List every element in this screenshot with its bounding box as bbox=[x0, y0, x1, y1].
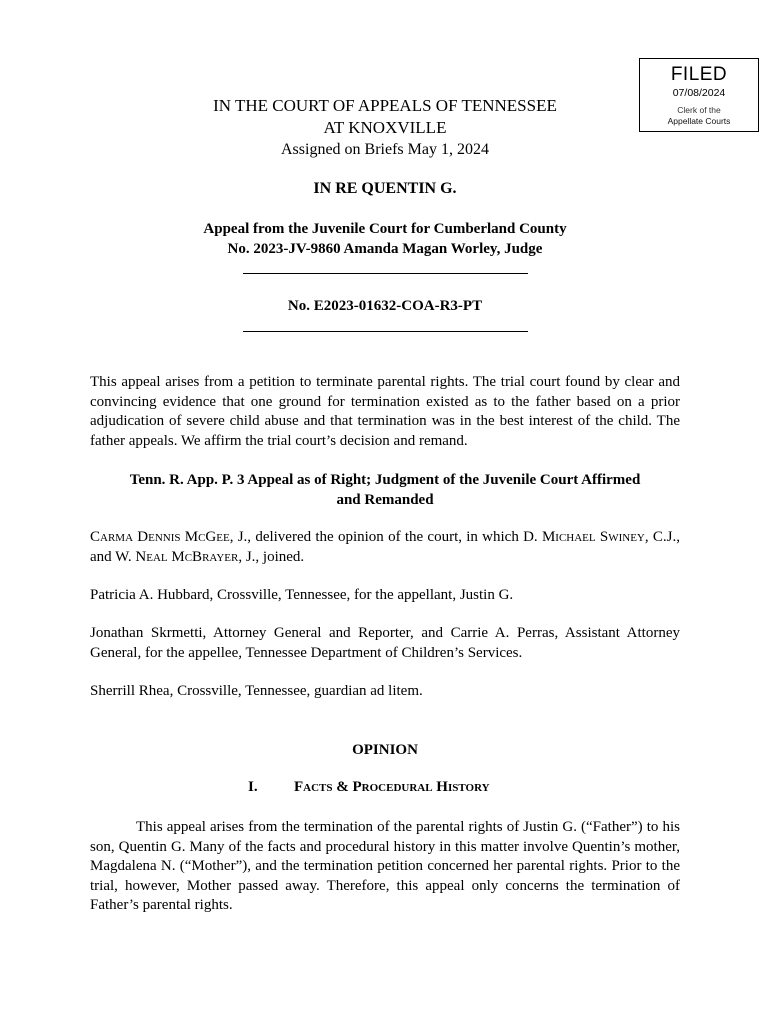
divider-bottom bbox=[243, 331, 528, 332]
stamp-clerk-line: Clerk of the bbox=[677, 105, 721, 115]
stamp-date: 07/08/2024 bbox=[672, 87, 726, 99]
disposition-line1: Tenn. R. App. P. 3 Appeal as of Right; Judgment of the Juvenile Court Affirmed bbox=[129, 472, 641, 488]
judge-name-3: Neal McBrayer bbox=[135, 548, 239, 565]
case-summary: This appeal arises from a petition to terminate parental rights. The trial court found by clear and convincing evidence that one ground for termination existed as to the father based on a prior adjudication of severe child abuse and that termination was in the best interest of the child. The father appeals. We affirm the trial court’s decision and remand. bbox=[90, 374, 680, 449]
authorship-text-3: , J., joined. bbox=[238, 548, 305, 565]
stamp-title: FILED bbox=[670, 64, 728, 85]
divider-top bbox=[243, 273, 528, 274]
authorship-paragraph bbox=[90, 528, 680, 567]
docket-number: No. E2023-01632-COA-R3-PT bbox=[287, 298, 483, 314]
appeal-from-line1: Appeal from the Juvenile Court for Cumberland County bbox=[203, 221, 567, 237]
counsel-guardian: Sherrill Rhea, Crossville, Tennessee, guardian ad litem. bbox=[90, 683, 423, 699]
case-title: IN RE QUENTIN G. bbox=[313, 180, 457, 197]
court-location: AT KNOXVILLE bbox=[323, 118, 447, 137]
court-name: IN THE COURT OF APPEALS OF TENNESSEE bbox=[213, 96, 557, 115]
stamp-courts-line: Appellate Courts bbox=[667, 116, 731, 126]
section-number: I. bbox=[248, 779, 258, 795]
disposition-line2: and Remanded bbox=[336, 492, 434, 508]
section-title: Facts & Procedural History bbox=[294, 779, 490, 795]
author-name: Carma Dennis McGee bbox=[90, 529, 230, 545]
judge-name-2: Michael Swiney bbox=[541, 529, 645, 545]
counsel-appellant: Patricia A. Hubbard, Crossville, Tennessee, for the appellant, Justin G. bbox=[90, 587, 514, 603]
body-paragraph: This appeal arises from the termination of the parental rights of Justin G. (“Father”) to his son, Quentin G. Many of the facts and procedural history in this matter involve Quentin’s mother, Magdalena N. (“Mother”), and the termination petition concerned her parental rights. Prior to the trial, however, Mother passed away. Therefore, this appeal only concerns the termination of Father’s parental rights. bbox=[90, 819, 680, 913]
appeal-from-line2: No. 2023-JV-9860 Amanda Magan Worley, Judge bbox=[227, 241, 543, 257]
authorship-text-1: , J., delivered the opinion of the court, in which D. bbox=[229, 529, 542, 545]
counsel-appellee: Jonathan Skrmetti, Attorney General and Reporter, and Carrie A. Perras, Assistant Attorney General, for the appellee, Tennessee Department of Children’s Services. bbox=[90, 625, 680, 661]
assigned-date: Assigned on Briefs May 1, 2024 bbox=[281, 141, 489, 158]
authorship-text-2: , C.J., and W. bbox=[90, 529, 680, 565]
opinion-heading: OPINION bbox=[352, 742, 418, 758]
